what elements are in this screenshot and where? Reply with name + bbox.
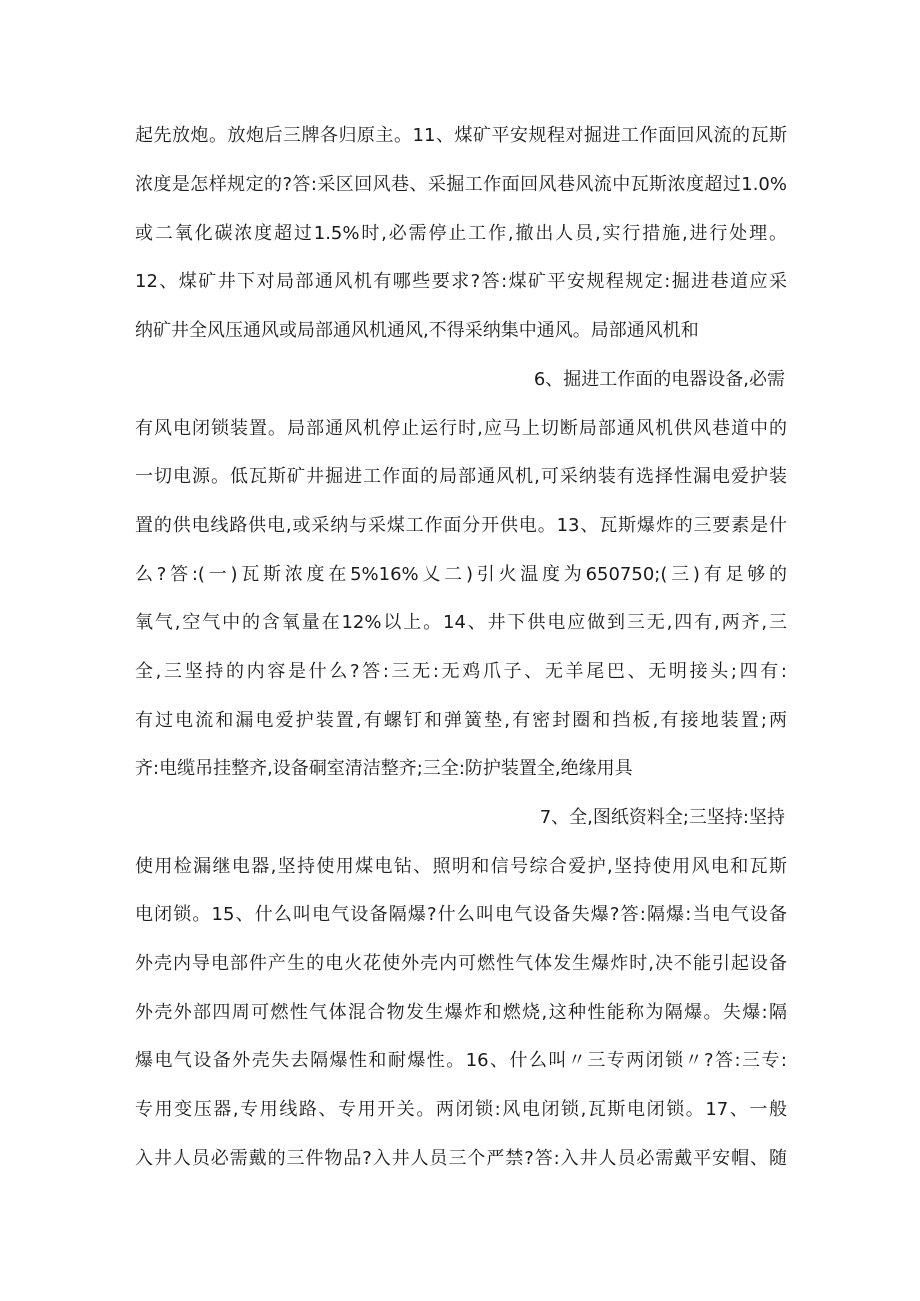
text-line: 浓度是怎样规定的?答:采区回风巷、采掘工作面回风巷风流中瓦斯浓度超过1.0% <box>135 174 787 195</box>
text-line: 或二氧化碳浓度超过1.5%时,必需停止工作,撤出人员,实行措施,进行处理。 <box>135 223 787 244</box>
text-line: 爆电气设备外壳失去隔爆性和耐爆性。16、什么叫〃三专两闭锁〃?答:三专: <box>135 1050 787 1071</box>
text-line: 齐:电缆吊挂整齐,设备硐室清洁整齐;三全:防护装置全,绝缘用具 <box>135 758 633 779</box>
text-line: 电闭锁。15、什么叫电气设备隔爆?什么叫电气设备失爆?答:隔爆:当电气设备 <box>135 904 787 925</box>
text-line: 有风电闭锁装置。局部通风机停止运行时,应马上切断局部通风机供风巷道中的 <box>135 418 787 439</box>
section-marker-line: 7、全,图纸资料全;三坚持:坚持 <box>539 807 785 828</box>
text-line: 外壳外部四周可燃性气体混合物发生爆炸和燃烧,这种性能称为隔爆。失爆:隔 <box>135 1002 787 1023</box>
section-marker-line: 6、掘进工作面的电器设备,必需 <box>533 369 785 390</box>
text-line: 纳矿井全风压通风或局部通风机通风,不得采纳集中通风。局部通风机和 <box>135 320 699 341</box>
text-line: 氧气,空气中的含氧量在12%以上。14、井下供电应做到三无,四有,两齐,三 <box>135 612 787 633</box>
text-line: 全,三坚持的内容是什么?答:三无:无鸡爪子、无羊尾巴、无明接头;四有: <box>135 661 787 682</box>
text-line: 有过电流和漏电爱护装置,有螺钉和弹簧垫,有密封圈和挡板,有接地装置;两 <box>135 710 787 731</box>
text-line: 12、煤矿井下对局部通风机有哪些要求?答:煤矿平安规程规定:掘进巷道应采 <box>135 271 787 292</box>
text-line: 起先放炮。放炮后三牌各归原主。11、煤矿平安规程对掘进工作面回风流的瓦斯 <box>135 125 787 146</box>
text-line: 置的供电线路供电,或采纳与采煤工作面分开供电。13、瓦斯爆炸的三要素是什 <box>135 515 787 536</box>
text-line: 么?答:(一)瓦斯浓度在5%16%乂二)引火温度为650750;(三)有足够的 <box>135 564 787 585</box>
text-line: 使用检漏继电器,坚持使用煤电钻、照明和信号综合爱护,坚持使用风电和瓦斯 <box>135 856 787 877</box>
text-line: 专用变压器,专用线路、专用开关。两闭锁:风电闭锁,瓦斯电闭锁。17、一般 <box>135 1099 787 1120</box>
text-line: 入井人员必需戴的三件物品?入井人员三个严禁?答:入井人员必需戴平安帽、随 <box>135 1148 787 1169</box>
text-line: 一切电源。低瓦斯矿井掘进工作面的局部通风机,可采纳装有选择性漏电爱护装 <box>135 466 787 487</box>
text-line: 外壳内导电部件产生的电火花使外壳内可燃性气体发生爆炸时,决不能引起设备 <box>135 953 787 974</box>
